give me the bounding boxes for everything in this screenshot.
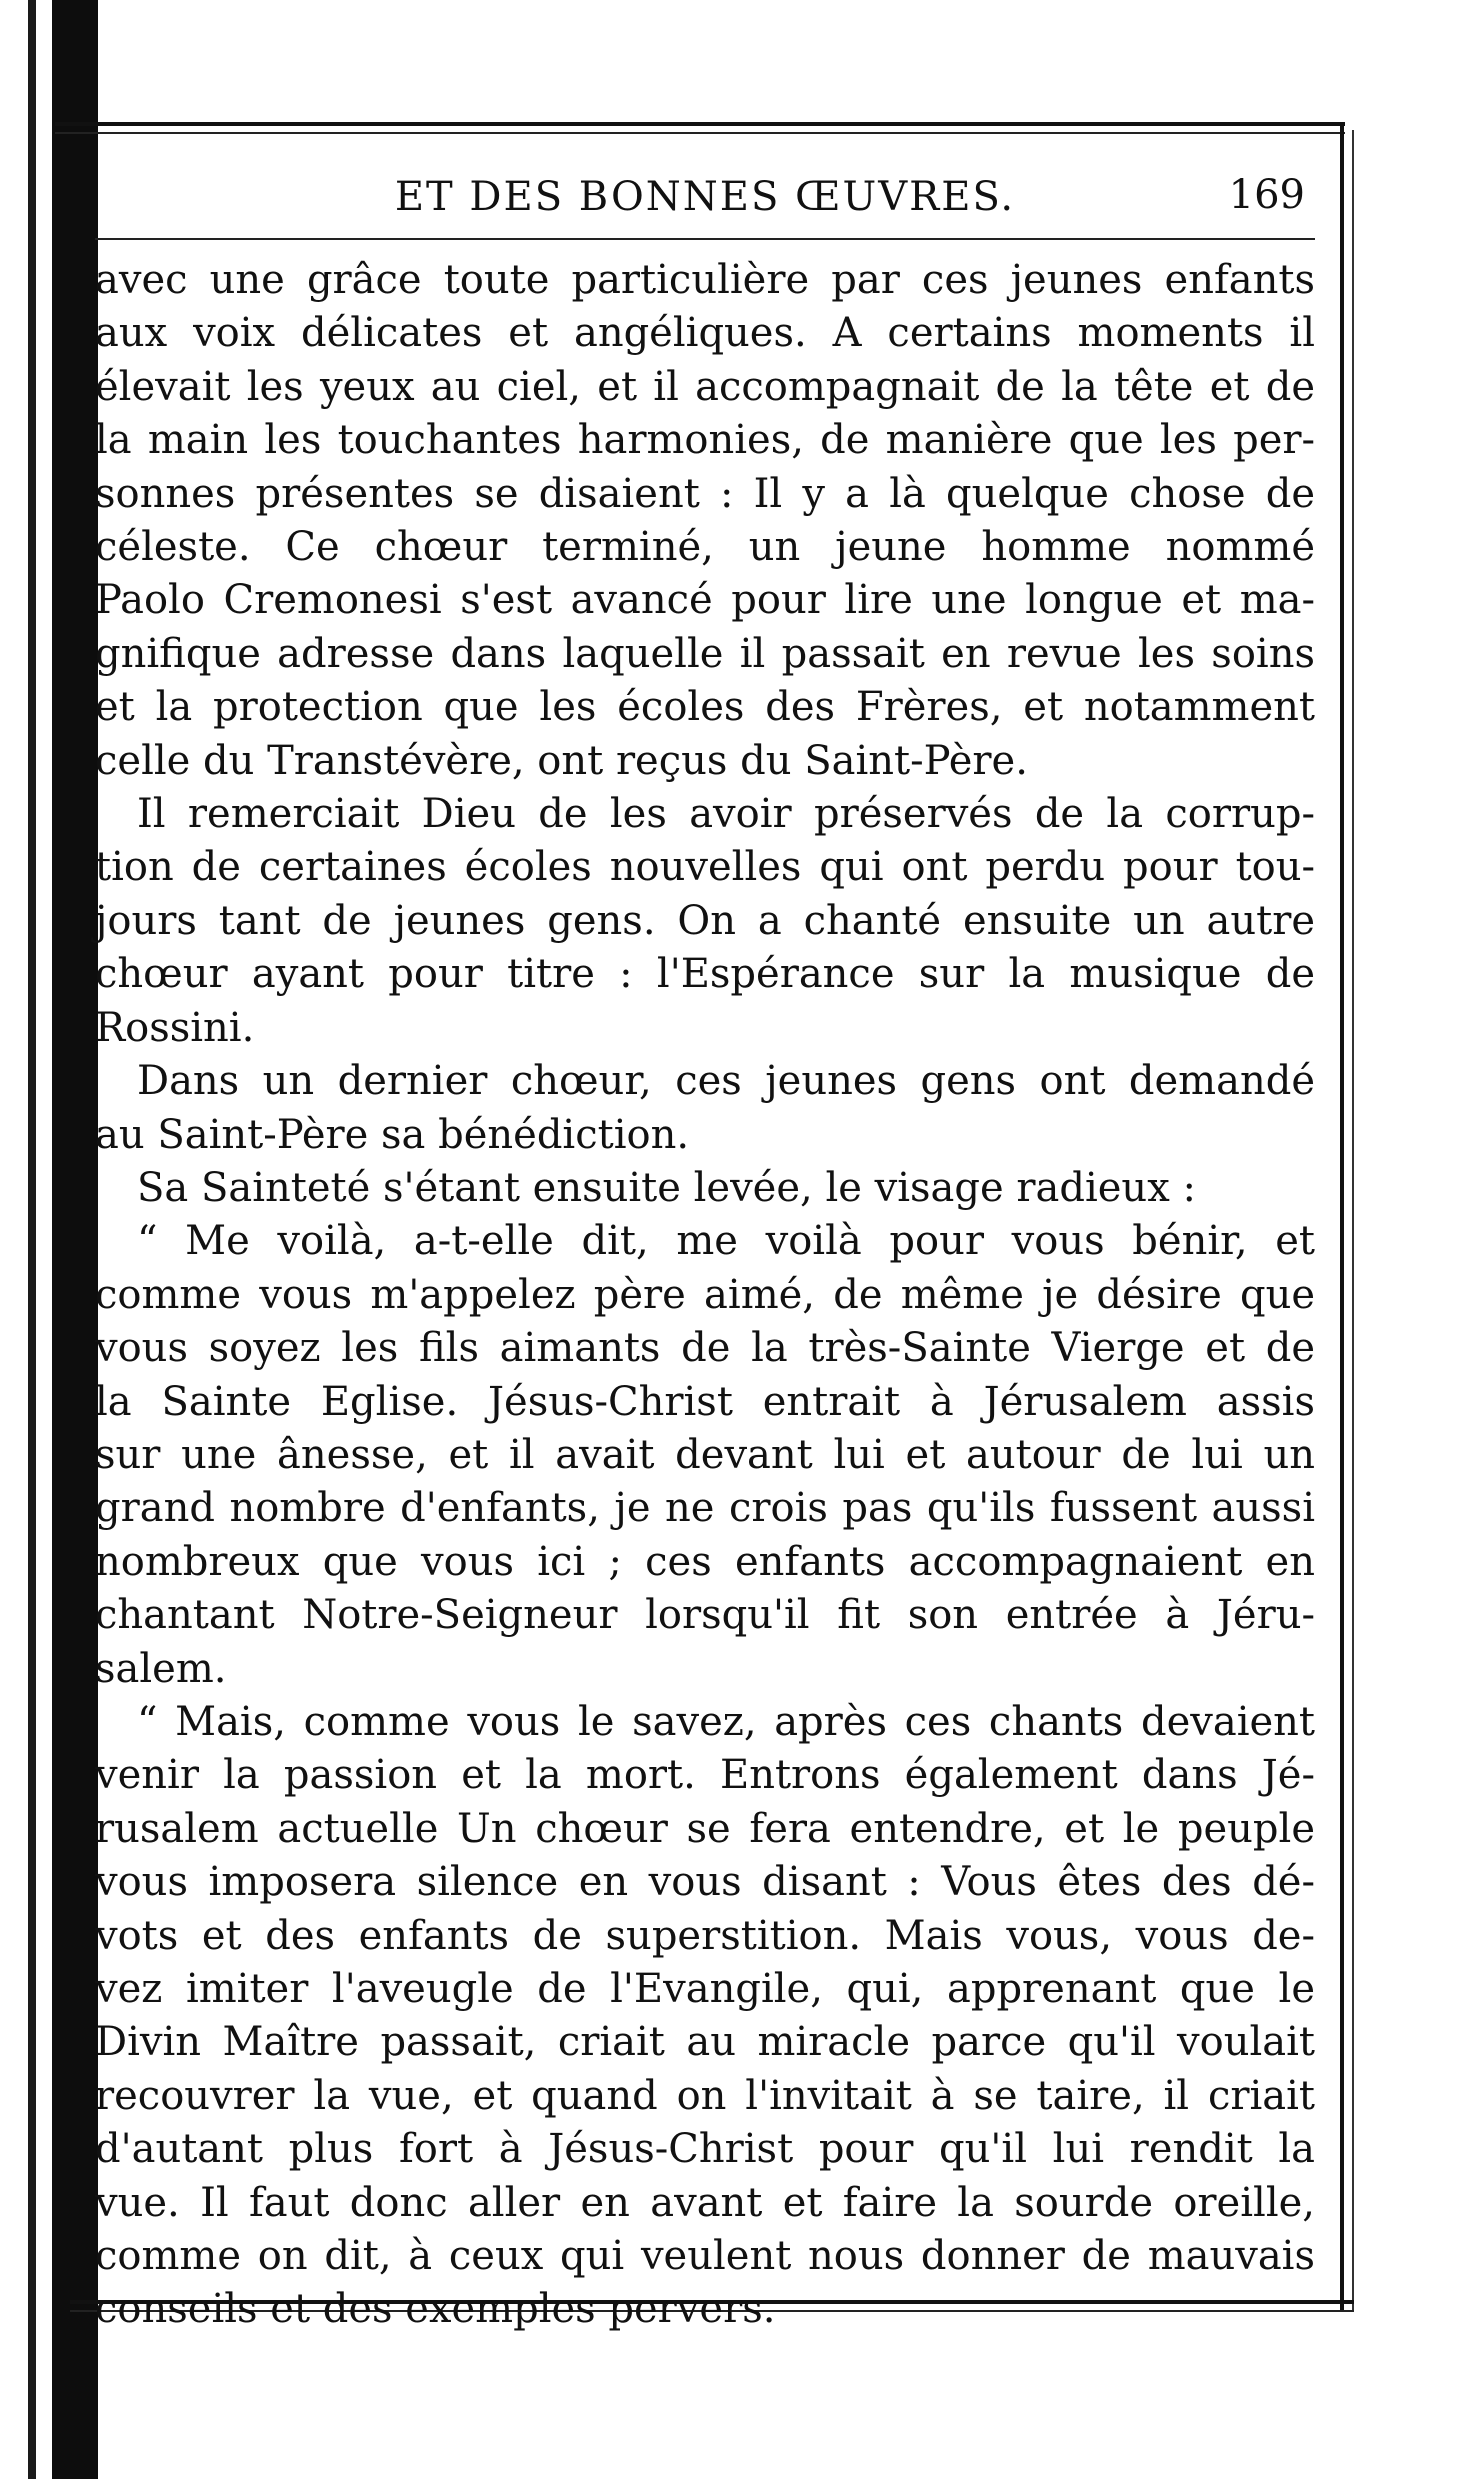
text-line: au Saint-Père sa bénédiction.: [95, 1111, 690, 1158]
text-line: avec une grâce toute particulière par ces jeunes enfants: [95, 257, 1315, 303]
text-line: recouvrer la vue, et quand on l'invitait à se taire, il criait: [95, 2072, 1315, 2119]
text-line: “ Me voilà, a-t-elle dit, me voilà pour vous bénir, et: [137, 1218, 1315, 1265]
text-line: Il remerciait Dieu de les avoir préservés de la corrup-: [137, 791, 1315, 838]
text-line: celle du Transtévère, ont reçus du Saint-Père.: [95, 737, 1028, 784]
paragraph: [95, 1162, 1315, 1215]
text-line: Paolo Cremonesi s'est avancé pour lire une longue et ma-: [95, 577, 1315, 624]
text-line: la Sainte Eglise. Jésus-Christ entrait à Jérusalem assis: [95, 1378, 1315, 1425]
running-title: ET DES BONNES ŒUVRES.: [394, 174, 1016, 220]
text-body: [95, 254, 1315, 2337]
page-frame-top-inner: [55, 132, 1345, 134]
paragraph: [95, 1215, 1315, 1696]
text-line: conseils et des exemples pervers.: [95, 2286, 776, 2333]
text-line: élevait les yeux au ciel, et il accompagnait de la tête et de: [95, 363, 1315, 410]
text-line: Sa Sainteté s'étant ensuite levée, le visage radieux :: [137, 1164, 1196, 1211]
page-frame-right: [1340, 122, 1344, 2312]
text-line: vue. Il faut donc aller en avant et faire la sourde oreille,: [95, 2179, 1315, 2226]
text-line: Divin Maître passait, criait au miracle parce qu'il voulait: [95, 2019, 1315, 2066]
paragraph: [95, 1696, 1315, 2337]
text-line: jours tant de jeunes gens. On a chanté ensuite un autre: [95, 897, 1315, 944]
text-line: aux voix délicates et angéliques. A certains moments il: [95, 310, 1315, 357]
page-frame-right-outer: [1352, 130, 1354, 2312]
paragraph: [95, 254, 1315, 788]
text-line: chœur ayant pour titre : l'Espérance sur la musique de: [95, 951, 1315, 998]
paragraph: [95, 788, 1315, 1055]
text-line: nombreux que vous ici ; ces enfants accompagnaient en: [95, 1538, 1315, 1585]
text-line: tion de certaines écoles nouvelles qui ont perdu pour tou-: [95, 844, 1315, 891]
text-line: sur une ânesse, et il avait devant lui et autour de lui un: [95, 1431, 1315, 1478]
text-line: comme vous m'appelez père aimé, de même je désire que: [95, 1271, 1315, 1318]
text-line: Rossini.: [95, 1004, 255, 1051]
text-line: Dans un dernier chœur, ces jeunes gens ont demandé: [137, 1058, 1315, 1105]
page-frame-top: [55, 122, 1345, 126]
text-line: vez imiter l'aveugle de l'Evangile, qui, apprenant que le: [95, 1966, 1315, 2012]
binding-shadow: [52, 0, 98, 2479]
text-line: d'autant plus fort à Jésus-Christ pour qu'il lui rendit la: [95, 2126, 1315, 2173]
text-line: “ Mais, comme vous le savez, après ces chants devaient: [137, 1698, 1315, 1745]
text-line: rusalem actuelle Un chœur se fera entendre, et le peuple: [95, 1805, 1315, 1852]
book-page: [95, 160, 1315, 2337]
text-line: vous soyez les fils aimants de la très-Sainte Vierge et de: [95, 1325, 1315, 1372]
text-line: vous imposera silence en vous disant : Vous êtes des dé-: [95, 1859, 1315, 1906]
text-line: salem.: [95, 1645, 227, 1692]
text-line: céleste. Ce chœur terminé, un jeune homme nommé: [95, 524, 1315, 571]
text-line: vots et des enfants de superstition. Mais vous, vous de-: [95, 1912, 1315, 1959]
text-line: sonnes présentes se disaient : Il y a là quelque chose de: [95, 470, 1315, 517]
text-line: et la protection que les écoles des Frères, et notamment: [95, 684, 1315, 731]
header-rule: [95, 238, 1315, 240]
text-line: venir la passion et la mort. Entrons également dans Jé-: [95, 1752, 1315, 1799]
text-line: gnifique adresse dans laquelle il passait en revue les soins: [95, 630, 1315, 677]
text-line: grand nombre d'enfants, je ne crois pas qu'ils fussent aussi: [95, 1485, 1315, 1532]
text-line: la main les touchantes harmonies, de manière que les per-: [95, 417, 1315, 464]
running-header: [95, 160, 1315, 230]
text-line: chantant Notre-Seigneur lorsqu'il fit son entrée à Jéru-: [95, 1592, 1315, 1639]
paragraph: [95, 1055, 1315, 1162]
text-line: comme on dit, à ceux qui veulent nous donner de mauvais: [95, 2233, 1315, 2280]
page-number: 169: [1228, 172, 1305, 218]
binding-edge-line: [28, 0, 36, 2479]
